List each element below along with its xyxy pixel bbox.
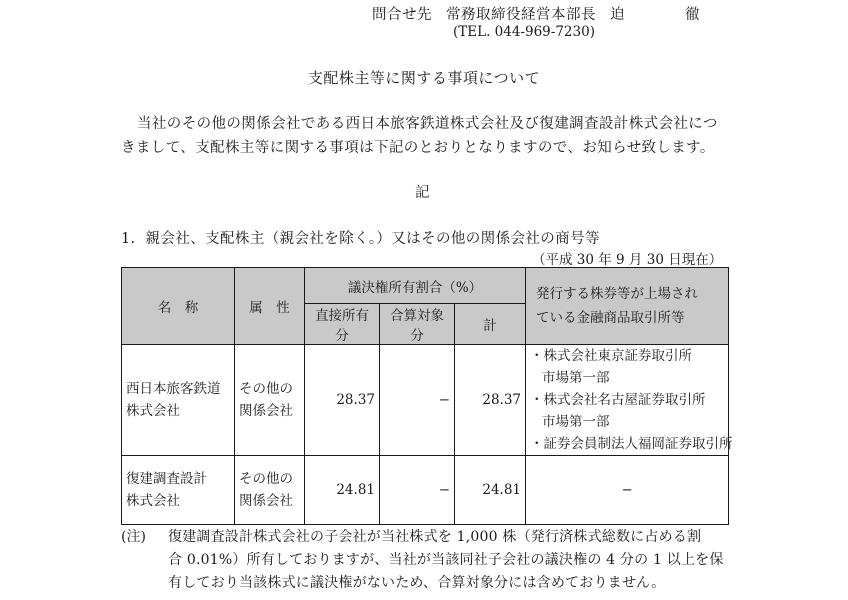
table-row [122, 456, 729, 525]
exchange-item: ・証券会員制法人福岡証券取引所 [530, 436, 733, 452]
cell-combined: − [380, 345, 455, 456]
shareholders-table [121, 267, 733, 525]
table-row [122, 345, 729, 456]
contact-position: 常務取締役経営本部長 [446, 7, 596, 23]
cell-exchanges [526, 345, 733, 456]
footnote-text [121, 526, 724, 595]
footnote-line: 合 0.01%）所有しておりますが、当社が当該同社子会社の議決権の 4 分の 1 以上を保 [168, 552, 724, 568]
table-header-row [122, 268, 729, 304]
attr-line1: その他の [239, 471, 293, 487]
cell-name [122, 456, 235, 525]
cell-attribute [235, 345, 305, 456]
attr-line2: 関係会社 [239, 493, 293, 509]
header-listing-line2: ている金融商品取引所等 [536, 310, 685, 326]
cell-exchanges: − [526, 456, 729, 525]
cell-total: 28.37 [455, 345, 526, 456]
header-listing-line1: 発行する株券等が上場され [536, 286, 699, 302]
cell-direct: 28.37 [305, 345, 380, 456]
footnote-lead: (注) [121, 529, 146, 545]
cell-attribute [235, 456, 305, 525]
attr-line1: その他の [239, 381, 293, 397]
body-line-2: きまして、支配株主等に関する事項は下記のとおりとなりますので、お知らせ致します。 [121, 140, 715, 156]
header-name: 名 称 [122, 268, 235, 345]
name-line2: 株式会社 [126, 493, 180, 509]
exchange-list [530, 345, 733, 455]
ki-heading: 記 [415, 185, 430, 201]
attr-line2: 関係会社 [239, 403, 293, 419]
footnote-line: 復建調査設計株式会社の子会社が当社株式を 1,000 株（発行済株式総数に占める割 [168, 529, 702, 545]
footnote [121, 526, 724, 595]
contact-tel: (TEL. 044-969-7230) [453, 24, 595, 40]
name-line1: 復建調査設計 [126, 471, 207, 487]
exchange-item: 市場第一部 [542, 370, 610, 386]
name-line1: 西日本旅客鉄道 [126, 381, 221, 397]
header-direct: 直接所有分 [305, 304, 380, 345]
as-of-date: （平成 30 年 9 月 30 日現在） [532, 252, 723, 268]
header-combined: 合算対象分 [380, 304, 455, 345]
exchange-item: ・株式会社名古屋証券取引所 [530, 392, 706, 408]
cell-direct: 24.81 [305, 456, 380, 525]
body-line-1: 当社のその他の関係会社である西日本旅客鉄道株式会社及び復建調査設計株式会社につ [137, 116, 718, 132]
exchange-item: 市場第一部 [542, 414, 610, 430]
header-attribute: 属 性 [235, 268, 305, 345]
cell-name [122, 345, 235, 456]
header-total: 計 [455, 304, 526, 345]
cell-total: 24.81 [455, 456, 526, 525]
contact-label: 問合せ先 [372, 7, 432, 23]
name-line2: 株式会社 [126, 403, 180, 419]
document-title: 支配株主等に関する事項について [307, 69, 541, 87]
header-voting-ratio: 議決権所有割合（%） [305, 268, 526, 304]
section-heading: 1．親会社、支配株主（親会社を除く。）又はその他の関係会社の商号等 [121, 231, 600, 247]
contact-line [372, 3, 700, 24]
cell-combined: − [380, 456, 455, 525]
footnote-line: 有しており当該株式に議決権がないため、合算対象分には含めておりません。 [168, 575, 666, 591]
exchange-item: ・株式会社東京証券取引所 [530, 348, 693, 364]
contact-given-name: 徹 [685, 7, 700, 23]
contact-family-name: 迫 [610, 7, 625, 23]
header-listing [526, 268, 729, 345]
